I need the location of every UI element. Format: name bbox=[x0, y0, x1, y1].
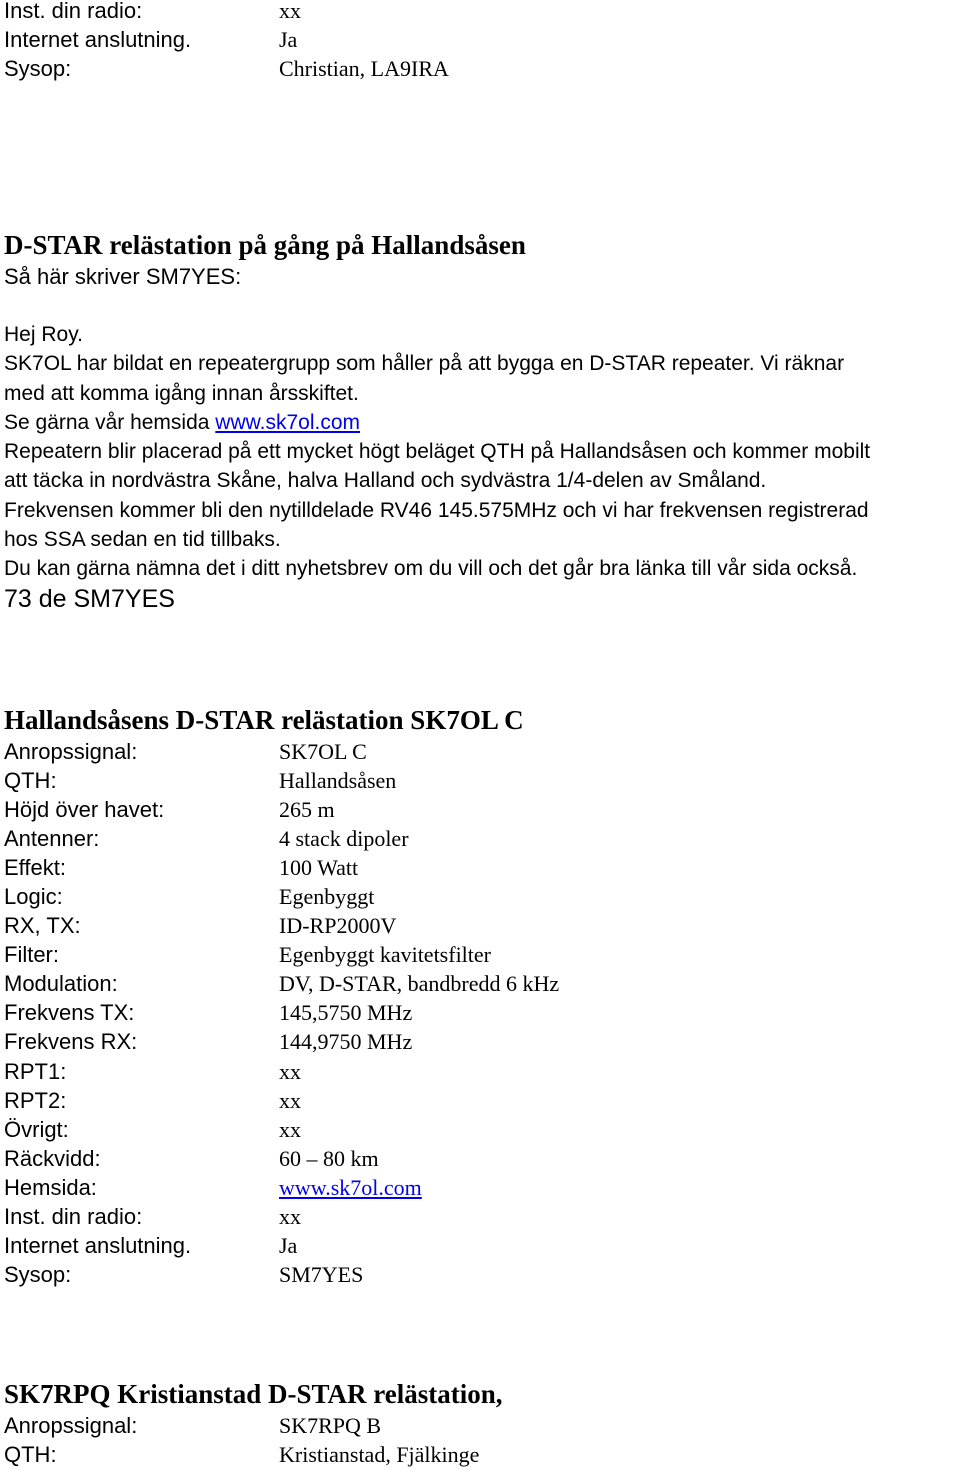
info-label: Modulation: bbox=[4, 971, 118, 996]
article-title: D-STAR relästation på gång på Hallandsåsen bbox=[4, 230, 526, 260]
article-line: hos SSA sedan en tid tillbaks. bbox=[4, 528, 281, 552]
station1-row bbox=[4, 1057, 954, 1086]
info-value: ID-RP2000V bbox=[279, 913, 397, 938]
info-label: Hemsida: bbox=[4, 1175, 97, 1200]
info-value: 144,9750 MHz bbox=[279, 1029, 413, 1054]
article-line: Frekvensen kommer bli den nytilldelade RV46 145.575MHz och vi har frekvensen registrerad bbox=[4, 498, 869, 522]
station1-row bbox=[4, 969, 954, 998]
info-value: Kristianstad, Fjälkinge bbox=[279, 1442, 480, 1467]
info-label: Filter: bbox=[4, 942, 59, 967]
station1-row bbox=[4, 766, 954, 795]
station1-row bbox=[4, 1144, 954, 1173]
info-label: Övrigt: bbox=[4, 1117, 69, 1142]
info-label: Internet anslutning. bbox=[4, 1233, 192, 1258]
info-label: RX, TX: bbox=[4, 913, 81, 938]
info-label: RPT1: bbox=[4, 1059, 67, 1084]
info-value: xx bbox=[279, 1088, 301, 1113]
info-value: 100 Watt bbox=[279, 855, 359, 880]
station1-row bbox=[4, 911, 954, 940]
info-label: Frekvens RX: bbox=[4, 1029, 138, 1054]
info-value: xx bbox=[279, 1117, 301, 1142]
station1-row bbox=[4, 1260, 954, 1289]
info-label: QTH: bbox=[4, 768, 57, 793]
info-label: Sysop: bbox=[4, 1262, 72, 1287]
info-label: Inst. din radio: bbox=[4, 1204, 143, 1229]
station1-row bbox=[4, 1202, 954, 1231]
info-label: Inst. din radio: bbox=[4, 0, 143, 23]
info-label: Anropssignal: bbox=[4, 739, 138, 764]
info-label: Antenner: bbox=[4, 826, 100, 851]
station1-row bbox=[4, 882, 954, 911]
station2-title: SK7RPQ Kristianstad D-STAR relästation, bbox=[4, 1379, 503, 1409]
info-label: Internet anslutning. bbox=[4, 27, 192, 52]
station1-row bbox=[4, 940, 954, 969]
info-label: Anropssignal: bbox=[4, 1413, 138, 1438]
info-value: DV, D-STAR, bandbredd 6 kHz bbox=[279, 971, 560, 996]
info-value: SK7OL C bbox=[279, 739, 367, 764]
info-value: xx bbox=[279, 1059, 301, 1084]
info-value: xx bbox=[279, 0, 301, 23]
info-label: Höjd över havet: bbox=[4, 797, 165, 822]
info-row-inst-radio bbox=[4, 0, 954, 25]
article-line: med att komma igång innan årsskiftet. bbox=[4, 381, 359, 405]
info-value: Egenbyggt bbox=[279, 884, 375, 909]
station1-row bbox=[4, 1231, 954, 1260]
info-value: Hallandsåsen bbox=[279, 768, 397, 793]
station1-row-website bbox=[4, 1173, 954, 1202]
info-value: Ja bbox=[279, 1233, 298, 1258]
article-body bbox=[4, 320, 960, 614]
station1-website-link[interactable]: www.sk7ol.com bbox=[279, 1175, 422, 1200]
station1-row bbox=[4, 1027, 954, 1056]
article-signature: 73 de SM7YES bbox=[4, 584, 175, 613]
info-value: Ja bbox=[279, 27, 298, 52]
info-row-internet bbox=[4, 25, 954, 54]
article-line: Du kan gärna nämna det i ditt nyhetsbrev om du vill och det går bra länka till vår sida också. bbox=[4, 557, 858, 581]
info-value: Christian, LA9IRA bbox=[279, 56, 449, 81]
info-value: SM7YES bbox=[279, 1262, 364, 1287]
info-label: Logic: bbox=[4, 884, 63, 909]
info-value: Egenbyggt kavitetsfilter bbox=[279, 942, 491, 967]
station1-title: Hallandsåsens D-STAR relästation SK7OL C bbox=[4, 705, 524, 735]
info-value: 145,5750 MHz bbox=[279, 1000, 413, 1025]
article-line: SK7OL har bildat en repeatergrupp som håller på att bygga en D-STAR repeater. Vi räknar bbox=[4, 352, 845, 376]
info-value: 60 – 80 km bbox=[279, 1146, 379, 1171]
info-label: Räckvidd: bbox=[4, 1146, 101, 1171]
info-value: 4 stack dipoler bbox=[279, 826, 409, 851]
article-line: att täcka in nordvästra Skåne, halva Halland och sydvästra 1/4-delen av Småland. bbox=[4, 469, 767, 493]
station1-row bbox=[4, 795, 954, 824]
info-value: 265 m bbox=[279, 797, 335, 822]
station1-row bbox=[4, 824, 954, 853]
info-row-sysop bbox=[4, 54, 954, 83]
article-intro: Så här skriver SM7YES: bbox=[4, 264, 242, 289]
station2-row bbox=[4, 1440, 954, 1469]
info-label: Effekt: bbox=[4, 855, 66, 880]
station1-row bbox=[4, 737, 954, 766]
info-label: Frekvens TX: bbox=[4, 1000, 135, 1025]
info-value: xx bbox=[279, 1204, 301, 1229]
station1-row bbox=[4, 1115, 954, 1144]
info-label: RPT2: bbox=[4, 1088, 67, 1113]
article-greeting: Hej Roy. bbox=[4, 323, 83, 346]
info-value: SK7RPQ B bbox=[279, 1413, 382, 1438]
website-prefix: Se gärna vår hemsida bbox=[4, 410, 216, 434]
info-label: QTH: bbox=[4, 1442, 57, 1467]
article-line-website bbox=[4, 408, 960, 437]
article-line: Repeatern blir placerad på ett mycket högt beläget QTH på Hallandsåsen och kommer mobilt bbox=[4, 440, 871, 464]
website-link[interactable]: www.sk7ol.com bbox=[215, 410, 360, 434]
station1-row bbox=[4, 853, 954, 882]
station1-row bbox=[4, 1086, 954, 1115]
station2-row bbox=[4, 1411, 954, 1440]
info-label: Sysop: bbox=[4, 56, 72, 81]
station1-row bbox=[4, 998, 954, 1027]
